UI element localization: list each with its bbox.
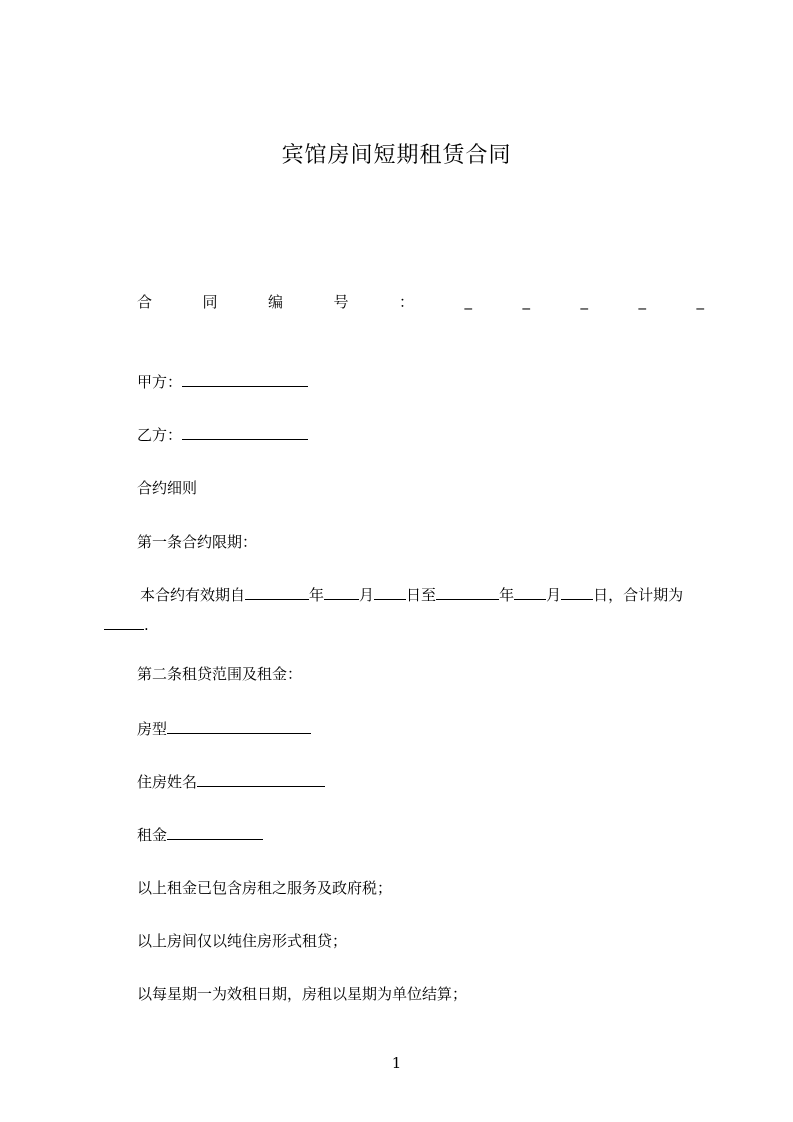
resident-name-blank [197,769,325,787]
month-label: 月 [546,586,562,604]
end-day-blank [561,582,593,600]
start-month-blank [324,582,359,600]
total-period-label: 日，合计期为 [593,586,684,604]
month-label: 月 [359,586,375,604]
total-period-blank [104,612,144,630]
room-type-blank [167,716,311,734]
contract-number-line [137,288,704,314]
year-label: 年 [309,586,325,604]
contract-no-char: 同 [202,292,218,311]
contract-no-char: 合 [137,292,153,311]
party-b-blank [182,422,308,440]
start-year-blank [245,582,309,600]
year-label: 年 [499,586,515,604]
end-year-blank [436,582,499,600]
contract-no-char: 号 [333,292,349,311]
resident-name-label: 住房姓名 [137,773,198,791]
rent-line [137,822,263,847]
contract-no-blank: _ [638,292,646,310]
page-number: 1 [391,1054,402,1072]
contract-no-char: 编 [268,292,284,311]
rent-note-residence: 以上房间仅以纯住房形式租贷； [137,932,348,950]
article2-heading: 第二条租贷范围及租金： [137,665,303,683]
contract-no-blank: _ [580,292,588,310]
article1-heading: 第一条合约限期： [137,533,258,551]
rent-note-tax: 以上租金已包含房租之服务及政府税； [137,879,393,897]
contract-no-colon: ： [399,292,415,311]
rent-label: 租金 [137,826,168,844]
resident-name-line [137,769,325,794]
rent-note-weekly: 以每星期一为效租日期，房租以星期为单位结算； [137,985,468,1003]
room-type-label: 房型 [137,720,168,738]
party-a-label: 甲方： [137,373,183,391]
contract-no-blank: _ [696,292,704,310]
document-title: 宾馆房间短期租赁合同 [281,143,512,168]
start-day-blank [374,582,406,600]
article1-term-line [140,582,683,607]
party-b-line [137,422,308,447]
day-to-label: 日至 [406,586,437,604]
end-month-blank [514,582,546,600]
party-a-line [137,369,308,394]
contract-no-blank: _ [522,292,530,310]
end-mark: . [144,616,149,634]
party-a-blank [182,369,308,387]
room-type-line [137,716,311,741]
article1-text: 本合约有效期自 [140,586,246,604]
party-b-label: 乙方： [137,426,183,444]
article1-continuation [104,612,149,637]
contract-no-blank: _ [464,292,472,310]
rent-blank [167,822,263,840]
section-heading: 合约细则 [137,479,198,497]
